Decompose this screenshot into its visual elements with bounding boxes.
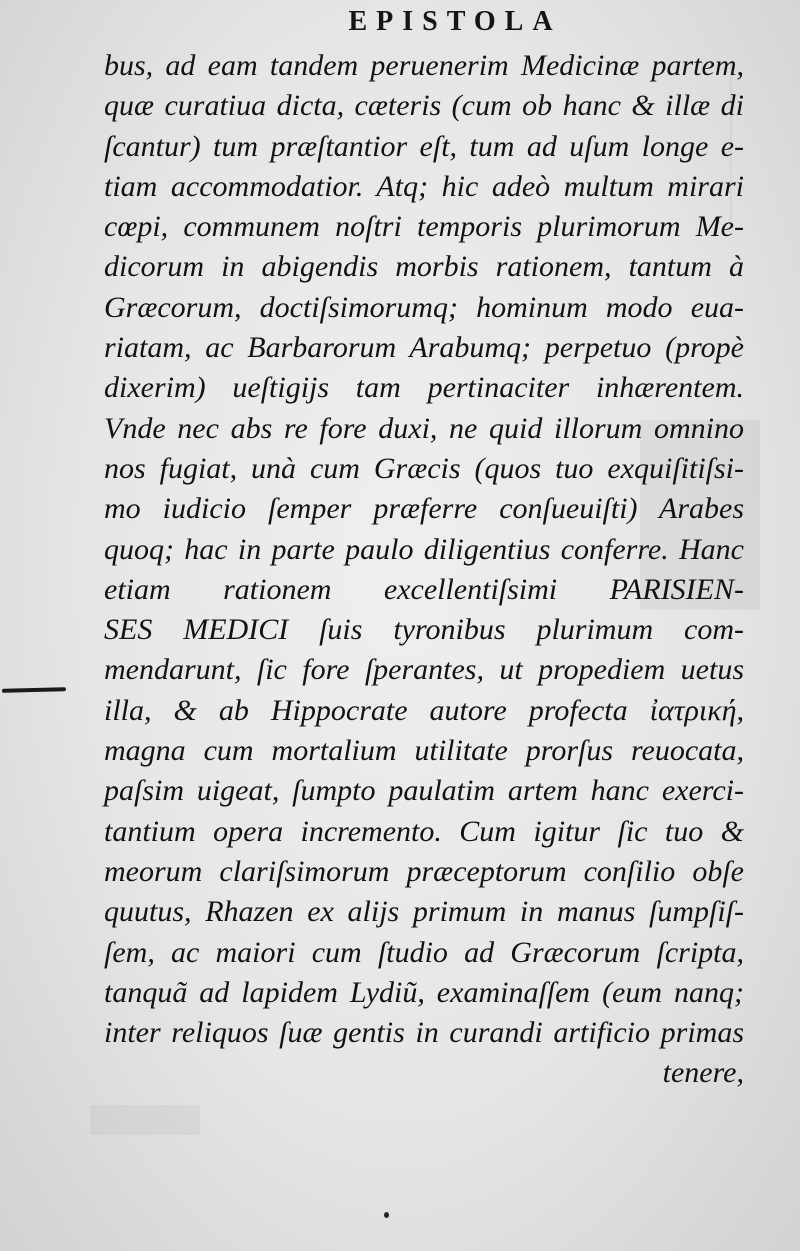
ink-dot <box>384 1212 389 1218</box>
text-line: meorum clariſsimorum præceptorum conſilio obſe <box>104 854 744 888</box>
text-line: tantium opera incremento. Cum igitur ſic tuo & <box>104 814 744 848</box>
text-line: ſem, ac maiori cum ſtudio ad Græcorum ſcripta, <box>104 935 744 969</box>
show-through-mark <box>90 1105 200 1135</box>
text-line: Græcorum, doctiſsimorumq; hominum modo eua- <box>104 290 744 324</box>
body-text <box>104 46 744 1094</box>
text-line: tanquã ad lapidem Lydiũ, examinaſſem (eum nanq; <box>104 975 744 1009</box>
text-line: dicorum in abigendis morbis rationem, tantum à <box>104 250 744 284</box>
text-line: inter reliquos ſuæ gentis in curandi artificio primas <box>104 1016 744 1050</box>
text-line: dixerim) ueſtigijs tam pertinaciter inhærentem. <box>104 371 744 405</box>
text-line: quæ curatiua dicta, cæteris (cum ob hanc & illæ di <box>104 89 744 123</box>
text-line: SES MEDICI ſuis tyronibus plurimum com- <box>104 613 744 647</box>
text-line: riatam, ac Barbarorum Arabumq; perpetuo (propè <box>104 331 744 365</box>
text-line: illa, & ab Hippocrate autore profecta ἰατρική, <box>104 693 744 727</box>
text-line: nos fugiat, unà cum Græcis (quos tuo exquiſitiſsi- <box>104 451 744 485</box>
text-line: quoq; hac in parte paulo diligentius conferre. Hanc <box>104 532 744 566</box>
text-line: paſsim uigeat, ſumpto paulatim artem hanc exerci- <box>104 774 744 808</box>
text-line: bus, ad eam tandem peruenerim Medicinæ partem, <box>104 49 744 82</box>
text-line: tiam accommodatior. Atq; hic adeò multum mirari <box>104 169 744 203</box>
margin-pen-mark <box>2 687 66 693</box>
text-line: magna cum mortalium utilitate prorſus reuocata, <box>104 734 744 768</box>
text-line: mo iudicio ſemper præferre conſueuiſti) Arabes <box>104 492 744 526</box>
text-line: mendarunt, ſic fore ſperantes, ut propediem uetus <box>104 653 744 687</box>
text-line: cœpi, communem noſtri temporis plurimorum Me- <box>104 210 744 244</box>
text-line: ſcantur) tum præſtantior eſt, tum ad uſum longe e- <box>104 129 744 163</box>
text-line: quutus, Rhazen ex alijs primum in manus ſumpſiſ- <box>104 895 744 929</box>
text-line: etiam rationem excellentiſsimi PARISIEN- <box>104 572 744 606</box>
running-head: EPISTOLA <box>348 6 562 37</box>
catchword: tenere, <box>662 1056 744 1090</box>
text-line: Vnde nec abs re fore duxi, ne quid illorum omnino <box>104 411 744 445</box>
